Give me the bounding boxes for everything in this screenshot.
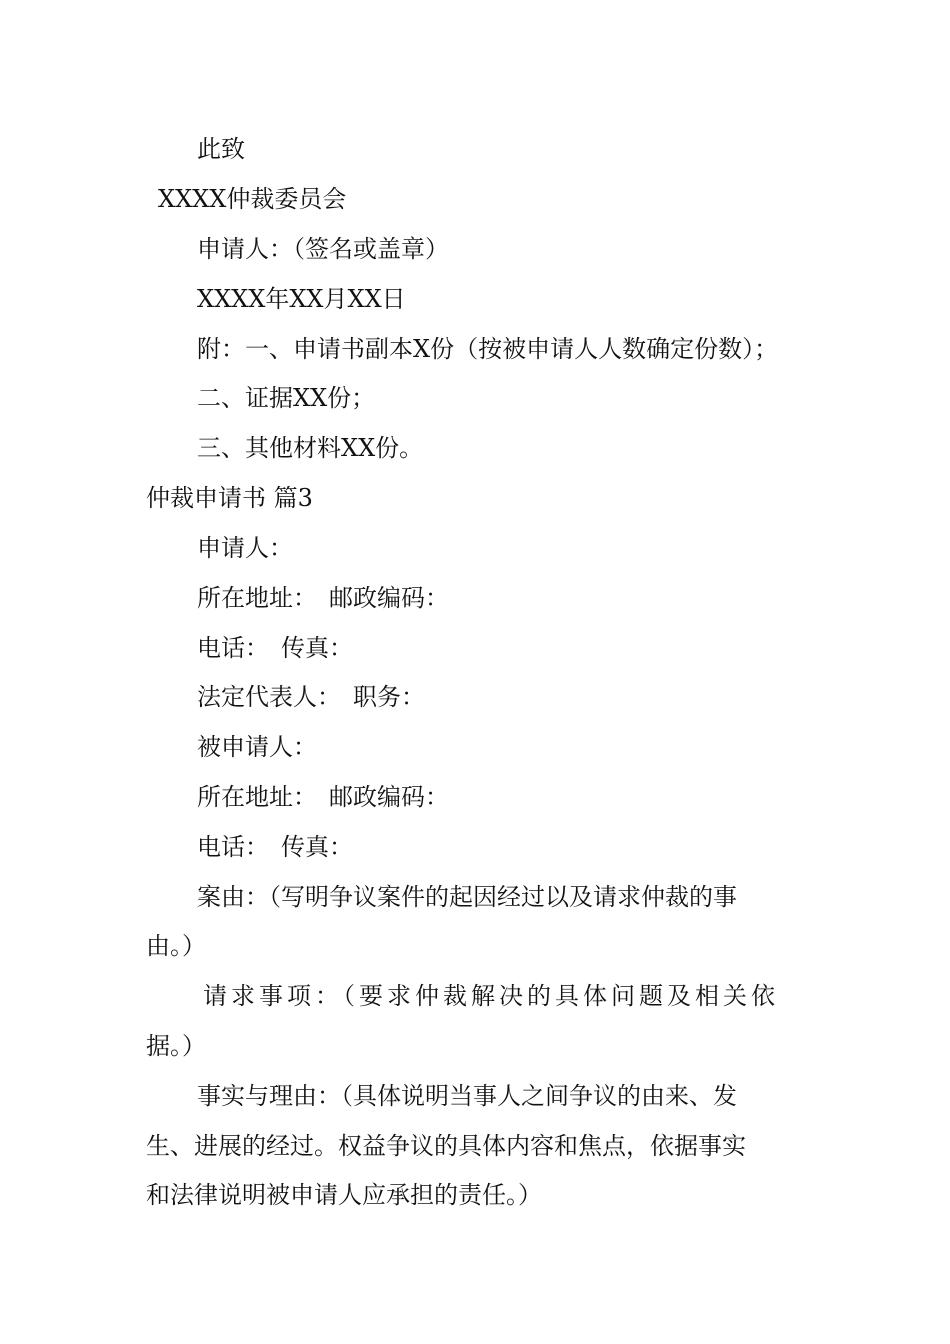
attachment-item-1: 附：一、申请书副本X份（按被申请人人数确定份数）； <box>197 335 779 363</box>
case-cause-line-2: 由。） <box>146 932 206 960</box>
closing-salutation: 此致 <box>197 135 245 163</box>
legal-representative-line: 法定代表人： 职务： <box>197 683 425 711</box>
facts-reasons-line-2: 生、进展的经过。权益争议的具体内容和焦点，依据事实 <box>146 1132 746 1160</box>
case-cause-line-1: 案由：（写明争议案件的起因经过以及请求仲裁的事 <box>197 883 737 911</box>
date-line: XXXX年XX月XX日 <box>197 285 406 313</box>
applicant-label: 申请人： <box>197 534 293 562</box>
section-heading: 仲裁申请书 篇3 <box>146 484 313 512</box>
facts-reasons-line-1: 事实与理由：（具体说明当事人之间争议的由来、发 <box>197 1082 737 1110</box>
respondent-phone-line: 电话： 传真： <box>197 833 353 861</box>
facts-reasons-line-3: 和法律说明被申请人应承担的责任。） <box>146 1181 542 1209</box>
recipient-committee: XXXX仲裁委员会 <box>158 185 347 213</box>
request-items-line-2: 据。） <box>146 1032 206 1060</box>
applicant-address-line: 所在地址： 邮政编码： <box>197 584 449 612</box>
attachment-item-2: 二、证据XX份； <box>197 384 376 412</box>
attachment-item-3: 三、其他材料XX份。 <box>197 434 424 462</box>
respondent-label: 被申请人： <box>197 733 317 761</box>
respondent-address-line: 所在地址： 邮政编码： <box>197 783 449 811</box>
applicant-phone-line: 电话： 传真： <box>197 634 353 662</box>
request-items-line-1: 请求事项：（要求仲裁解决的具体问题及相关依 <box>203 982 779 1010</box>
applicant-signature-line: 申请人：（签名或盖章） <box>197 235 449 263</box>
